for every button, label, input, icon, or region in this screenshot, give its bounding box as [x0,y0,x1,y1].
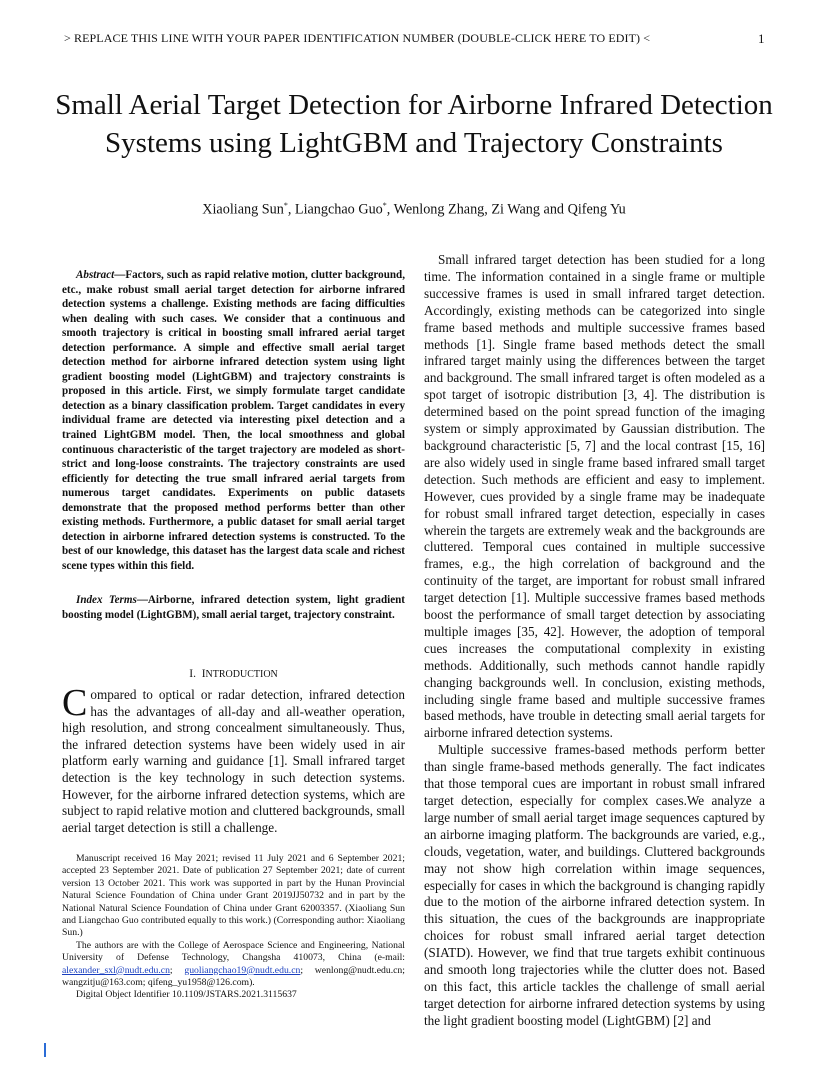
email-link[interactable]: guoliangchao19@nudt.edu.cn [184,964,301,976]
section-number: I. [189,668,196,680]
author-name: Liangchao Guo [294,201,383,218]
footnote [62,853,405,1002]
author-list: Xiaoliang Sun*, Liangchao Guo*, Wenlong Zhang, Zi Wang and Qifeng Yu [202,201,626,218]
body-paragraph: Small infrared target detection has been studied for a long time. The information contained in a single frame or multiple successive frames is used in small infrared target detection. Accordingly, existing methods can be categorized into single frame based methods and multiple successive frames based methods [1]. Single frame based methods detect the small infrared target mainly using the differences between the target and background. The small infrared target is often modeled as a spot target of isotropic distribution [3, 4]. The distribution is determined based on the point spread function of the imaging system or simply approximated by Gaussian distribution. The background characteristic [5, 7] and the local contrast [15, 16] are also widely used in single frame based infrared small target detection. Such methods are efficient and easy to implement. However, cues provided by a single frame may be inadequate for robust small infrared target detection, especially in cases wherein the targets are extremely weak and the backgrounds are cluttered. Temporal cues contained in multiple successive frames, e.g., the high correlation of background and the continuity of the target, are important for robust small infrared target detection [1]. Multiple successive frames based methods boost the performance of small target detection by associating multiple images [35, 42]. However, the adoption of temporal cues increases the computational complexity in existing methods. Additionally, such methods cannot handle rapidly changing backgrounds well. In conclusion, existing methods, including single frame based and multiple successive frames based methods, have trouble in detecting small aerial targets for airborne infrared detection systems. [424,252,765,741]
intro-paragraph [62,682,405,836]
body-paragraph: Multiple successive frames-based methods perform better than single frame-based methods generally. The fact indicates that those temporal cues are important in robust small infrared target detection, especially for complex cases.We analyze a large number of small aerial target image sequences captured by an airborne imaging platform. The backgrounds are varied, e.g., clouds, vegetation, water, and buildings. Cluttered backgrounds may not show high correlation within image sequences, especially for cases in which the background is changing rapidly due to the motion of the airborne infrared detection system. In this situation, the cues of the backgrounds are inappropriate choices for robust small infrared aerial target detection (SIATD). However, we find that true targets exhibit continuous and smooth long trajectories while the clutter does not. Based on this fact, this article tackles the challenge of small aerial target detection for airborne infrared detection systems by using the light gradient boosting model (LightGBM) [2] and [424,742,765,1028]
index-terms [62,593,405,622]
equal-contribution-mark: * [283,201,288,210]
footnote-manuscript: Manuscript received 16 May 2021; revised 11 July 2021 and 6 September 2021; accepted 23 September 2021. Date of publication 27 September 2021; date of current version 13 October 2021. This work was supported in part by the Hunan Provincial Natural Science Foundation of China under Grant 2019JJ50732 and in part by the National Natural Science Foundation of China under Grant 62003357. (Xiaoliang Sun and Liangchao Guo contributed equally to this work.) (Corresponding author: Xiaoliang Sun.) [62,853,405,939]
index-terms-text: —Airborne, infrared detection system, light gradient boosting model (LightGBM), small aerial target, trajectory constraint. [62,594,405,621]
footnote-affiliation: The authors are with the College of Aerospace Science and Engineering, National University of Defense Technology, Changsha 410073, China (e-mail: alexander_sxl@nudt.edu.cn; guoliangchao19@nudt.edu.cn; wenlong@nudt.edu.cn; wangzitju@163.com; qifeng_yu1958@126.com). [62,939,405,989]
section-heading [62,668,405,680]
author-names-rest: Wenlong Zhang, Zi Wang and Qifeng Yu [393,201,626,218]
abstract-label: Abstract [76,269,115,281]
drop-cap: C [62,682,88,724]
intro-text: ompared to optical or radar detection, infrared detection has the advantages of all-day and all-weather operation, high resolution, and strong concealment simultaneously. Thus, the infrared detection systems have been widely used in air platform early warning and guidance [1]. Small infrared target detection is the key technology in such detection systems. However, for the airborne infrared detection systems, which are subject to rapid relative motion and cluttered backgrounds, small aerial target detection is still a challenge. [62,687,405,835]
section-first-letter: I [201,668,206,680]
author-name: Xiaoliang Sun [202,201,284,218]
index-terms-label: Index Terms [76,594,137,606]
equal-contribution-mark: * [382,201,387,210]
running-head: > REPLACE THIS LINE WITH YOUR PAPER IDENTIFICATION NUMBER (DOUBLE-CLICK HERE TO EDIT) < [64,31,651,45]
section-title-rest: NTRODUCTION [205,669,278,680]
doi: Digital Object Identifier 10.1109/JSTARS.2021.3115637 [76,989,297,1001]
text-cursor-marker [44,1043,46,1057]
paper-title: Small Aerial Target Detection for Airborne Infrared Detection Systems using LightGBM and Trajectory Constraints [55,89,773,159]
email-link[interactable]: alexander_sxl@nudt.edu.cn [62,964,170,976]
right-column [424,252,765,1030]
abstract [62,268,405,573]
page-number: 1 [758,31,765,46]
abstract-text: —Factors, such as rapid relative motion, clutter background, etc., make robust small aerial target detection for airborne infrared detection systems a challenge. Existing methods are facing difficulties when dealing with such cases. We consider that a continuous and smooth trajectory is critical in boosting small infrared aerial target detection performance. A simple and effective small aerial target detection method for airborne infrared detection system using light gradient boosting model (LightGBM) and trajectory constraints is proposed in this article. First, we simply formulate target candidate detection as a binary classification problem. Target candidates in every individual frame are detected via interesting pixel detection and a trained LightGBM model. Then, the local smoothness and global continuous characteristic of the target trajectory are modeled as short-strict and long-loose constraints. The trajectory constraints are used efficiently for detecting the true small infrared aerial targets from numerous target candidates. Experiments on public datasets demonstrate that the proposed method performs better than other existing methods. Furthermore, a public dataset for small aerial target detection in airborne infrared detection systems is constructed. To the best of our knowledge, this dataset has the largest data scale and richest scene types within this field. [62,269,405,572]
